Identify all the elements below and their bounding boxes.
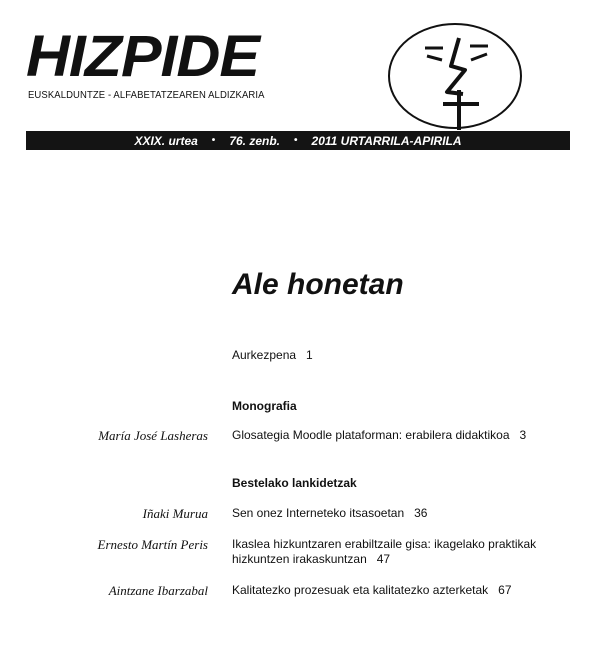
- toc-author: Iñaki Murua: [142, 506, 208, 521]
- masthead-title: HIZPIDE: [26, 24, 259, 89]
- stylized-face-logo-icon: [385, 18, 525, 138]
- section-label-monografia: Monografia: [232, 399, 297, 413]
- toc-page-number: 3: [519, 428, 527, 442]
- toc-entry: [232, 583, 577, 598]
- issue-number: 76. zenb.: [229, 133, 280, 148]
- toc-intro: [232, 348, 313, 363]
- toc-entry: [232, 428, 577, 443]
- toc-entry-title: Kalitatezko prozesuak eta kalitatezko azterketak: [232, 583, 489, 597]
- toc-page-number: 47: [376, 552, 391, 566]
- toc-author: Ernesto Martín Peris: [97, 537, 208, 552]
- toc-page-number: 1: [306, 348, 313, 362]
- toc-entry-title: Glosategia Moodle plataforman: erabilera didaktikoa: [232, 428, 510, 442]
- toc-page-number: 67: [498, 583, 512, 597]
- separator-dot: •: [294, 135, 298, 146]
- issue-banner: [26, 131, 570, 150]
- section-label-bestelako: Bestelako lankidetzak: [232, 476, 357, 490]
- toc-page-number: 36: [414, 506, 428, 520]
- toc-entry-title: Sen onez Interneteko itsasoetan: [232, 506, 405, 520]
- issue-date: 2011 URTARRILA-APIRILA: [311, 133, 462, 148]
- toc-author: María José Lasheras: [98, 428, 208, 443]
- page-title: Ale honetan: [232, 268, 404, 301]
- toc-entry: [232, 506, 577, 521]
- toc-entry-title: Ikaslea hizkuntzaren erabiltzaile gisa: ikagelako praktikak hizkuntzen irakaskuntzan: [232, 537, 537, 566]
- masthead-subtitle: EUSKALDUNTZE - ALFABETATZEAREN ALDIZKARIA: [28, 89, 265, 102]
- issue-year: XXIX. urtea: [134, 133, 198, 148]
- toc-author: Aintzane Ibarzabal: [108, 583, 208, 598]
- toc-intro-title: Aurkezpena: [232, 348, 297, 362]
- toc-entry: [232, 537, 577, 567]
- separator-dot: •: [211, 135, 216, 146]
